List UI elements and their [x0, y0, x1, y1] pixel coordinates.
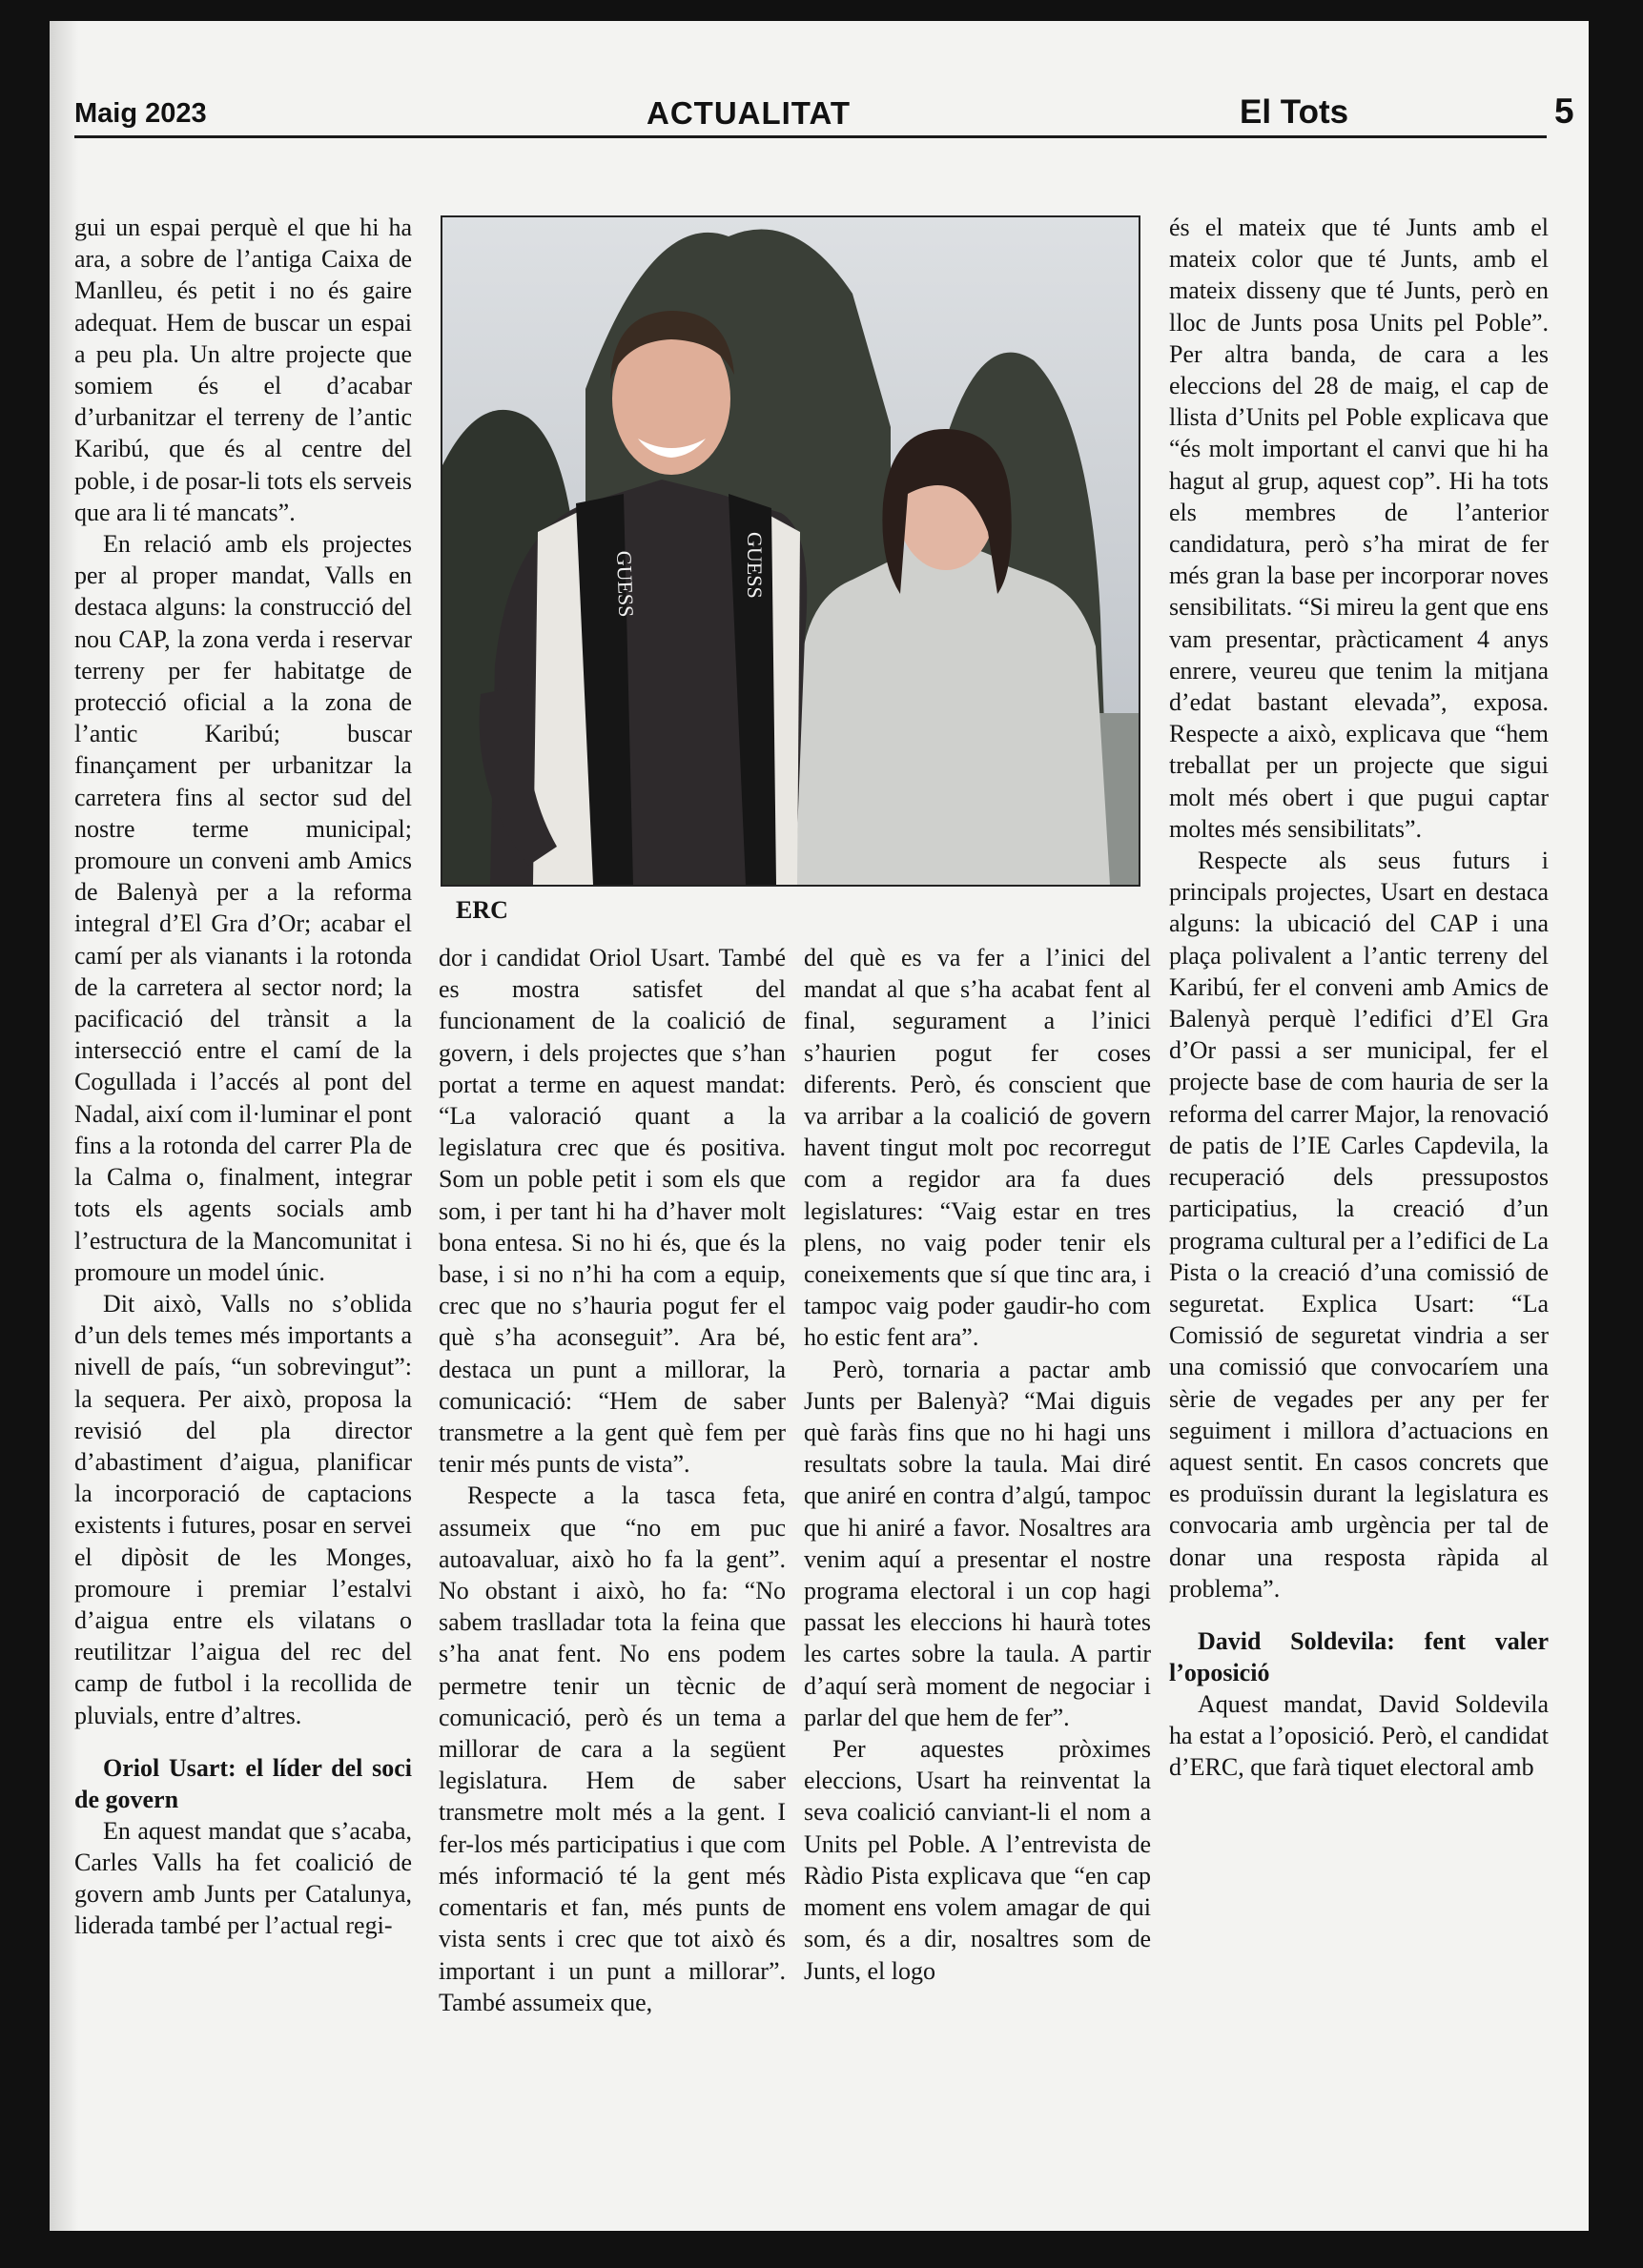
paragraph: Respecte a la tasca feta, assumeix que “no em puc autoavaluar, això ho fa la gent”. No obstant i això, ho fa: “No sabem traslladar tota la feina que s’ha anat fent. No ens podem permetre tenir un tècnic de comunicació, però és un tema a millorar de cara a la següent legislatura. Hem de saber transmetre molt més a la gent. I fer-los més participatius i que com més informació té la gent més comentaris et fan, més punts de vista sents i crec que tot això és important i un punt a millorar”. També assumeix que, [439, 1481, 786, 2016]
paragraph: En relació amb els projectes per al proper mandat, Valls en destaca alguns: la construcció del nou CAP, la zona verda i reservar terreny per fer habitatge de protecció oficial a la zona de l’antic Karibú; buscar finançament per urbanitzar la carretera fins al sector sud del nostre terme municipal; promoure un conveni amb Amics de Balenyà per a la reforma integral d’El Gra d’Or; acabar el camí per als vianants i la rotonda de la carretera al sector nord; la pacificació del trànsit a la intersecció entre el camí de la Cogullada i l’accés al pont del Nadal, així com il·luminar el pont fins a la rotonda del carrer Pla de la Calma o, finalment, integrar tots els agents socials amb l’estructura de la Mancomunitat i promoure un model únic. [74, 530, 412, 1286]
woman-sweater [795, 545, 1110, 885]
paragraph: Aquest mandat, David Soldevila ha estat a l’oposició. Però, el candidat d’ERC, que farà tiquet electoral amb [1169, 1689, 1549, 1782]
article-column-2 [439, 942, 786, 2018]
page-header [74, 74, 1574, 138]
paragraph: gui un espai perquè el que hi ha ara, a sobre de l’antiga Caixa de Manlleu, és petit i no és gaire adequat. Hem de buscar un espai a peu pla. Un altre projecte que somiem és el d’acabar d’urbanitzar el terreny de l’antic Karibú, que és al centre del poble, i de posar-li tots els serveis que ara li té mancats”. [74, 214, 412, 526]
header-date: Maig 2023 [74, 98, 207, 129]
subheading: David Soldevila: fent valer l’oposició [1169, 1626, 1549, 1686]
paragraph: és el mateix que té Junts amb el mateix color que té Junts, amb el mateix disseny que té Junts, però en lloc de Junts posa Units pel Poble”. Per altra banda, de cara a les eleccions del 28 de maig, el cap de llista d’Units pel Poble explicava que “és molt important el canvi que hi ha hagut al grup, aquest cop”. Hi ha tots els membres de l’anterior candidatura, però s’ha mirat de fer més gran la base per incorporar noves sensibilitats. “Si mireu la gent que ens vam presentar, pràcticament 4 anys enrere, veureu que tenim la mitjana d’edat bastant elevada”, exposa. Respecte a això, explicava que “hem treballat per un projecte que sigui molt més obert i que pugui captar moltes més sensibilitats”. [1169, 214, 1549, 843]
article-column-3 [804, 942, 1151, 1987]
photo-illustration [442, 217, 1139, 885]
paragraph: Dit això, Valls no s’oblida d’un dels temes més importants a nivell de país, “un sobrevingut”: la sequera. Per això, proposa la revisió del pla director d’abastiment d’aigua, planificar la incorporació de captacions existents i futures, posar en servei el dipòsit de les Monges, promoure i premiar l’estalvi d’aigua entre els vilatans o reutilitzar l’aigua del rec del camp de futbol i la recollida de pluvials, entre d’altres. [74, 1289, 412, 1729]
paragraph: En aquest mandat que s’acaba, Carles Valls ha fet coalició de govern amb Junts per Catalunya, liderada també per l’actual regi- [74, 1816, 412, 1940]
paragraph: Però, tornaria a pactar amb Junts per Balenyà? “Mai diguis què faràs fins que no hi hagi uns resultats sobre la taula. Mai diré que aniré en contra d’algú, tampoc que hi aniré a favor. Nosaltres ara venim aquí a presentar el nostre programa electoral i un cop hagi passat les eleccions hi haurà totes les cartes sobre la taula. A partir d’aquí serà moment de negociar i parlar del que hem de fer”. [804, 1355, 1151, 1731]
scarf-text: GUESS [743, 532, 767, 599]
article-column-1 [74, 212, 412, 1942]
article-photo [441, 215, 1140, 887]
header-page-number: 5 [1554, 92, 1574, 131]
paragraph: del què es va fer a l’inici del mandat al que s’ha acabat fent al final, segurament a l’inici s’haurien pogut fer coses diferents. Però, és conscient que va arribar a la coalició de govern havent tingut molt poc recorregut com a regidor ara fa dues legislatures: “Vaig estar en tres plens, no vaig poder tenir els coneixements que sí que tinc ara, i tampoc vaig poder gaudir-ho com ho estic fent ara”. [804, 944, 1151, 1352]
header-section: ACTUALITAT [647, 95, 852, 131]
paragraph: Per aquestes pròximes eleccions, Usart ha reinventat la seva coalició canviant-li el nom a Units pel Poble. A l’entrevista de Ràdio Pista explicava que “en cap moment ens volem amagar de qui som, és a dir, nosaltres som de Junts, el logo [804, 1735, 1151, 1985]
paragraph: dor i candidat Oriol Usart. També es mostra satisfet del funcionament de la coalició de govern, i dels projectes que s’han portat a terme en aquest mandat: “La valoració quant a la legislatura crec que és positiva. Som un poble petit i som els que som, i per tant hi ha d’haver molt bona entesa. Si no hi és, que és la base, i si no n’hi ha com a equip, crec que no s’hauria pogut fer el què s’ha aconseguit”. Ara bé, destaca un punt a millorar, la comunicació: “Hem de saber transmetre a la gent què fem per tenir més punts de vista”. [439, 944, 786, 1479]
scarf-text: GUESS [612, 550, 639, 618]
header-publication: El Tots [1240, 93, 1349, 131]
article-column-4 [1169, 212, 1549, 1784]
subheading: Oriol Usart: el líder del soci de govern [74, 1753, 412, 1813]
paragraph: Respecte als seus futurs i principals projectes, Usart en destaca alguns: la ubicació del CAP i una plaça polivalent a l’antic terreny del Karibú, fer el conveni amb Amics de Balenyà perquè l’edifici d’El Gra d’Or passi a ser municipal, fer el projecte base de com hauria de ser la reforma del carrer Major, la renovació de patis de l’IE Carles Capdevila, la recuperació dels pressupostos participatius, la creació d’un programa cultural per a l’edifici de La Pista o la creació d’una comissió de seguretat. Explica Usart: “La Comissió de seguretat vindria a ser una comissió que convocaríem una sèrie de vegades per any per fer seguiment i millora d’actuacions en aquest sentit. En casos concrets que es produïssin durant la legislatura es convocaria amb urgència per tal de donar una resposta ràpida al problema”. [1169, 847, 1549, 1603]
photo-caption: ERC [456, 896, 508, 924]
